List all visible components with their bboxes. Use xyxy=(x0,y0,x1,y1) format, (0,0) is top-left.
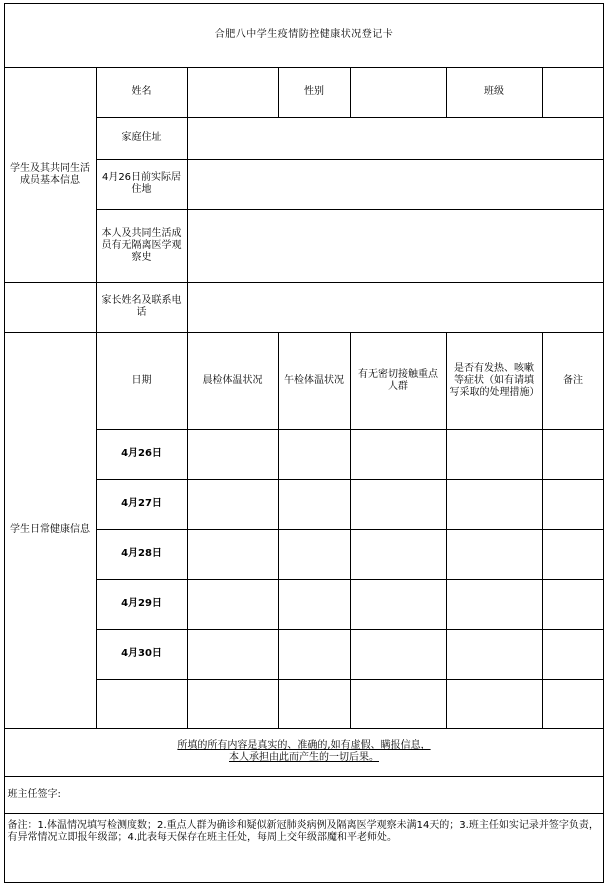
gender-label: 性别 xyxy=(278,67,350,117)
notes: 备注：1.体温情况填写检测度数；2.重点人群为确诊和疑似新冠肺炎病例及隔离医学观察未满14天的；3.班主任如实记录并签字负责，有异常情况立即报年级部；4.此表每天保存在班主任处，每周上交年级部魔和平老师处。 xyxy=(4,813,604,883)
empty-cell xyxy=(4,282,96,332)
residence-field[interactable] xyxy=(187,159,604,209)
isolation-field[interactable] xyxy=(187,209,604,282)
date-cell: 4月28日 xyxy=(96,529,187,579)
morning-temp-field[interactable] xyxy=(187,629,278,679)
symptoms-field[interactable] xyxy=(446,429,542,479)
date-cell: 4月27日 xyxy=(96,479,187,529)
parent-field[interactable] xyxy=(187,282,604,332)
remarks-field[interactable] xyxy=(542,529,604,579)
noon-temp-field[interactable] xyxy=(278,529,350,579)
isolation-label: 本人及共同生活成员有无隔离医学观察史 xyxy=(96,209,187,282)
contact-field[interactable] xyxy=(350,679,446,728)
header-remarks: 备注 xyxy=(542,332,604,429)
symptoms-field[interactable] xyxy=(446,479,542,529)
basic-section-label: 学生及其共同生活成员基本信息 xyxy=(4,67,96,282)
noon-temp-field[interactable] xyxy=(278,679,350,728)
contact-field[interactable] xyxy=(350,529,446,579)
morning-temp-field[interactable] xyxy=(187,529,278,579)
class-label: 班级 xyxy=(446,67,542,117)
contact-field[interactable] xyxy=(350,479,446,529)
declaration-line-1: 所填的所有内容是真实的、准确的,如有虚假、瞒报信息， xyxy=(177,740,431,751)
noon-temp-field[interactable] xyxy=(278,579,350,629)
daily-section-label: 学生日常健康信息 xyxy=(4,332,96,728)
class-field[interactable] xyxy=(542,67,604,117)
morning-temp-field[interactable] xyxy=(187,429,278,479)
remarks-field[interactable] xyxy=(542,429,604,479)
date-cell: 4月29日 xyxy=(96,579,187,629)
address-field[interactable] xyxy=(187,117,604,159)
symptoms-field[interactable] xyxy=(446,629,542,679)
name-field[interactable] xyxy=(187,67,278,117)
date-cell[interactable] xyxy=(96,679,187,728)
remarks-field[interactable] xyxy=(542,679,604,728)
contact-field[interactable] xyxy=(350,629,446,679)
header-date: 日期 xyxy=(96,332,187,429)
contact-field[interactable] xyxy=(350,579,446,629)
symptoms-field[interactable] xyxy=(446,679,542,728)
address-label: 家庭住址 xyxy=(96,117,187,159)
gender-field[interactable] xyxy=(350,67,446,117)
registration-table xyxy=(4,3,604,883)
declaration-line-2: 本人承担由此而产生的一切后果。 xyxy=(229,752,379,763)
registration-card xyxy=(4,3,604,883)
declaration xyxy=(4,728,604,776)
symptoms-field[interactable] xyxy=(446,579,542,629)
date-cell: 4月26日 xyxy=(96,429,187,479)
parent-label: 家长姓名及联系电话 xyxy=(96,282,187,332)
header-symptoms: 是否有发热、咳嗽等症状（如有请填写采取的处理措施） xyxy=(446,332,542,429)
morning-temp-field[interactable] xyxy=(187,579,278,629)
contact-field[interactable] xyxy=(350,429,446,479)
remarks-field[interactable] xyxy=(542,629,604,679)
noon-temp-field[interactable] xyxy=(278,629,350,679)
noon-temp-field[interactable] xyxy=(278,429,350,479)
morning-temp-field[interactable] xyxy=(187,679,278,728)
remarks-field[interactable] xyxy=(542,479,604,529)
noon-temp-field[interactable] xyxy=(278,479,350,529)
date-cell: 4月30日 xyxy=(96,629,187,679)
header-contact: 有无密切接触重点人群 xyxy=(350,332,446,429)
signature-field[interactable]: 班主任签字: xyxy=(4,776,604,813)
name-label: 姓名 xyxy=(96,67,187,117)
residence-label: 4月26日前实际居住地 xyxy=(96,159,187,209)
header-morning-temp: 晨检体温状况 xyxy=(187,332,278,429)
page-title: 合肥八中学生疫情防控健康状况登记卡 xyxy=(4,3,604,67)
remarks-field[interactable] xyxy=(542,579,604,629)
header-noon-temp: 午检体温状况 xyxy=(278,332,350,429)
morning-temp-field[interactable] xyxy=(187,479,278,529)
symptoms-field[interactable] xyxy=(446,529,542,579)
